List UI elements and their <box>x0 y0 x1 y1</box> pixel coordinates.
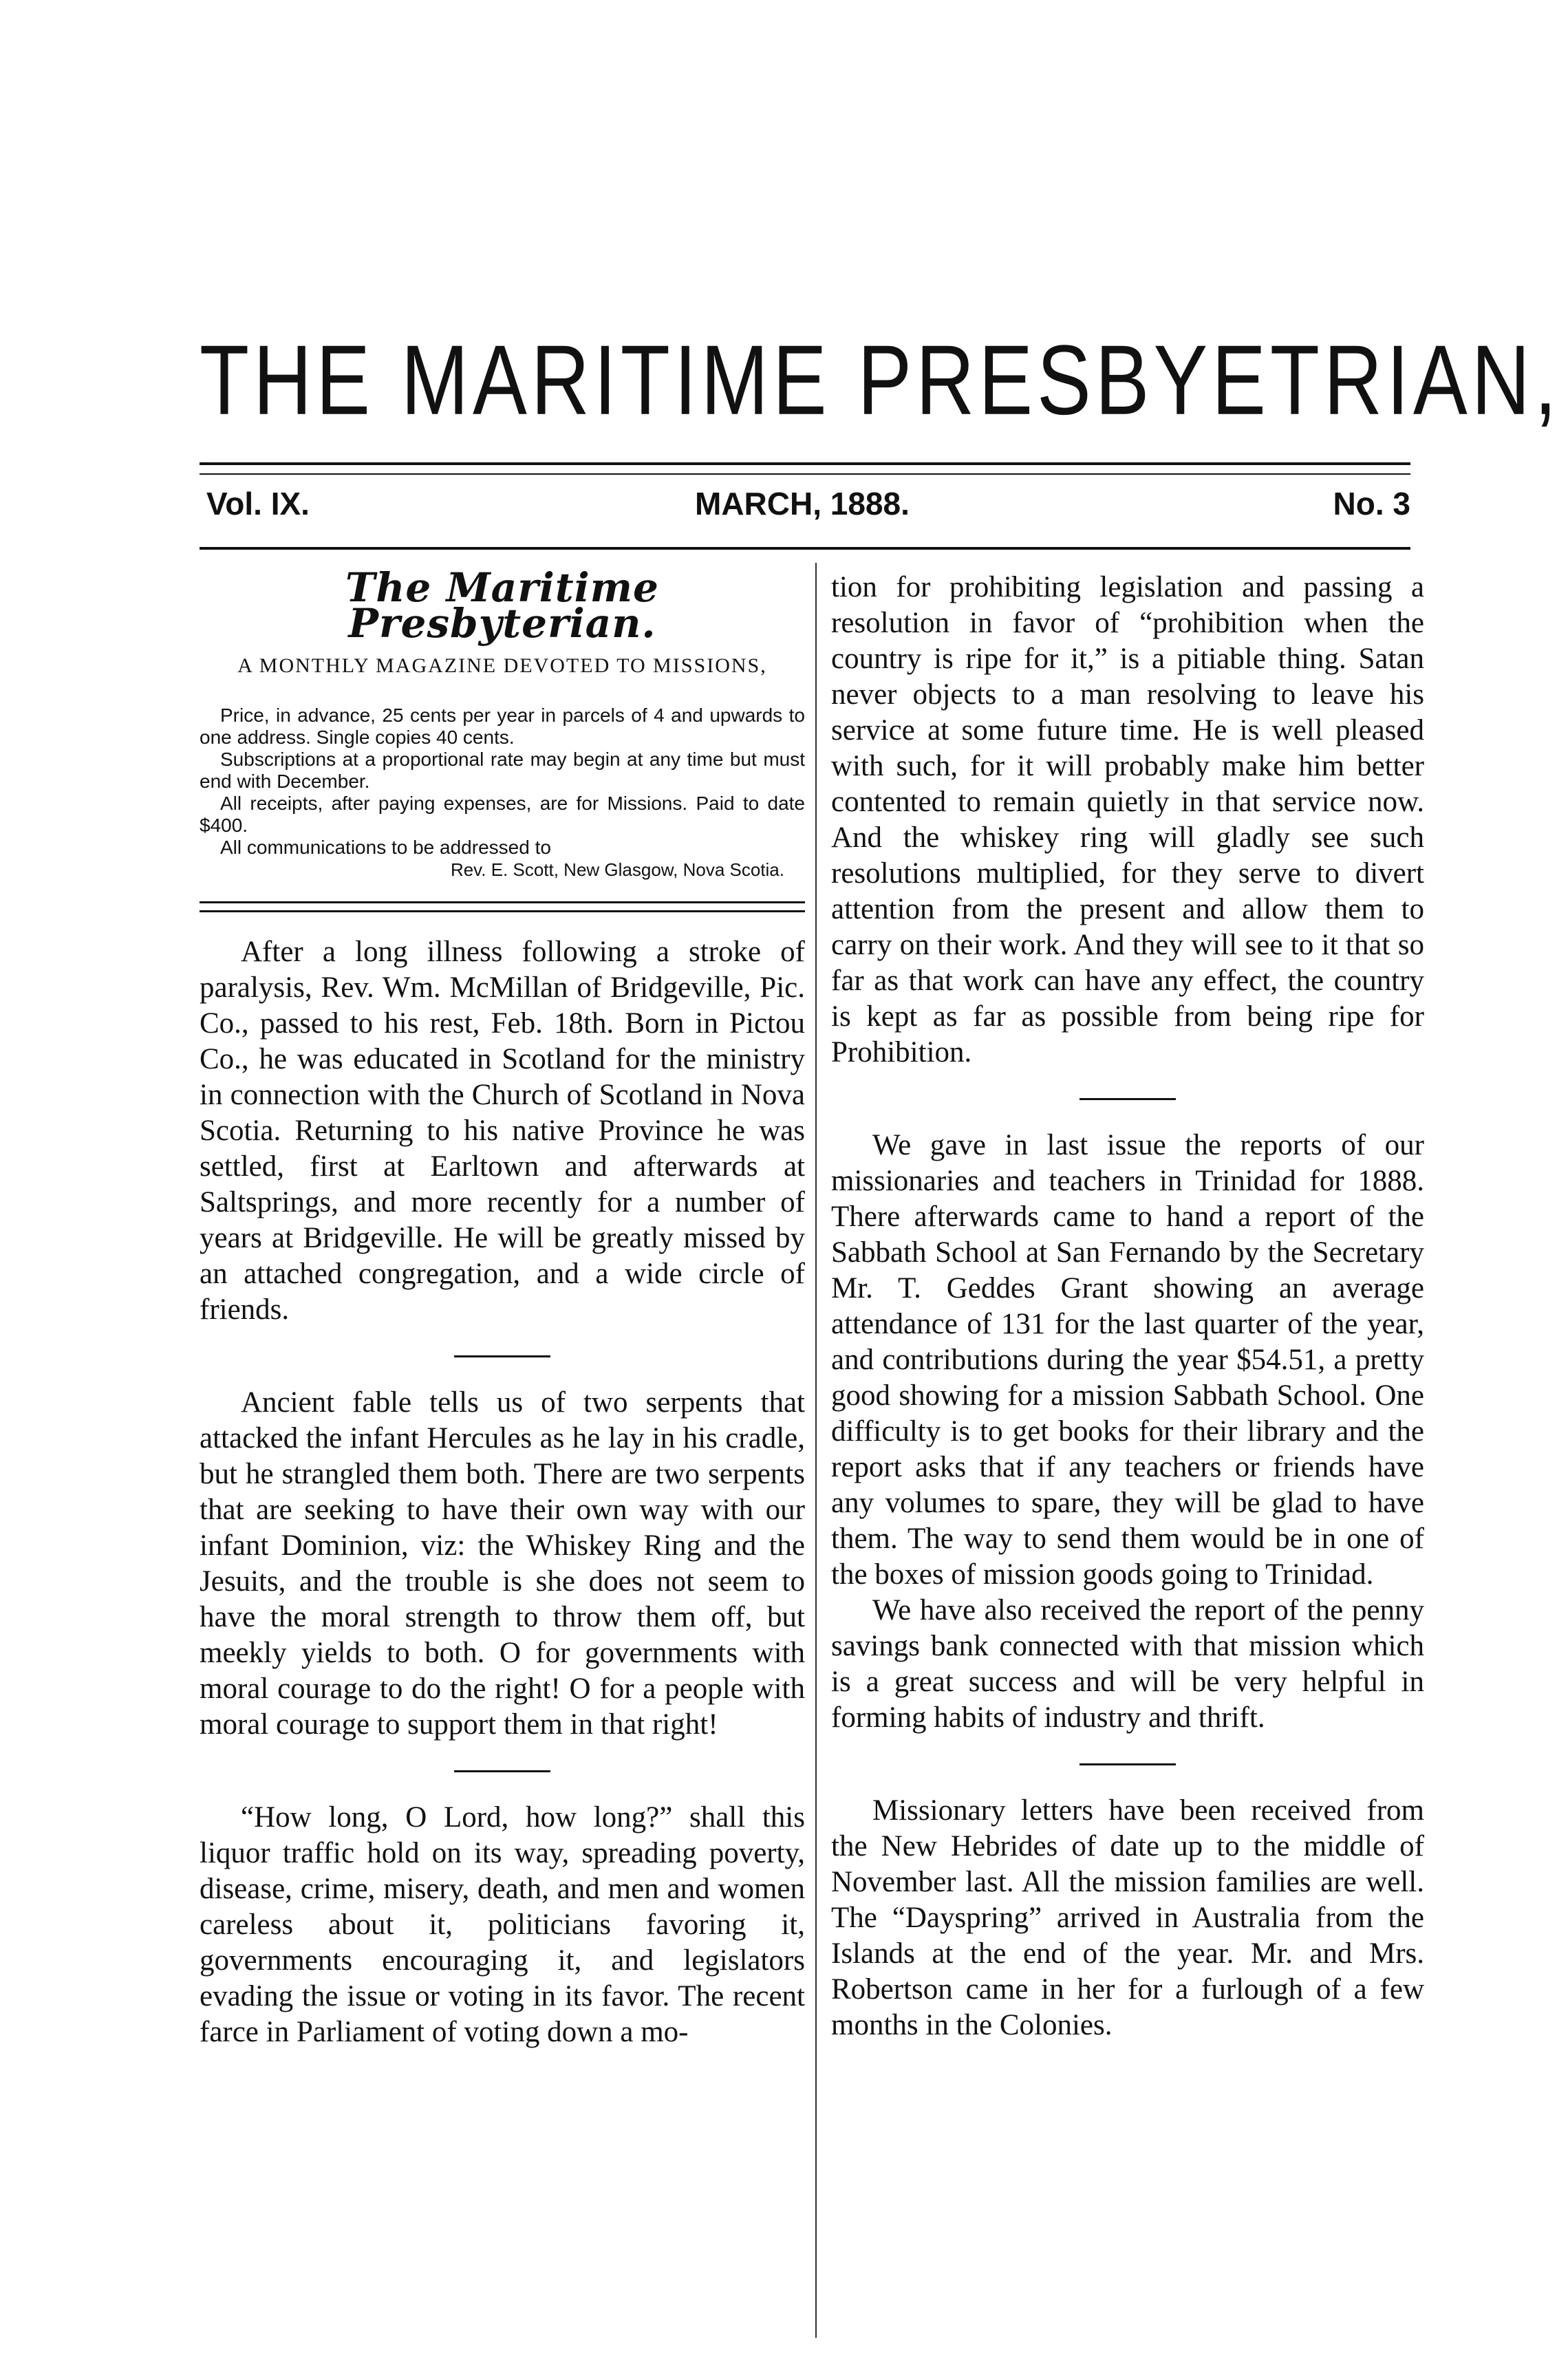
masthead-title: THE MARITIME PRESBYETRIAN, <box>200 325 1561 436</box>
sidebox-subscriptions: Subscriptions at a proportional rate may begin at any time but must end with December. <box>200 749 805 792</box>
volume-number: Vol. IX. <box>206 486 310 522</box>
article-mcmillan: After a long illness following a stroke of paralysis, Rev. Wm. McMillan of Bridgeville, Pic. Co., passed to his rest, Feb. 18th. Born in Pictou Co., he was educated in Scotland for the ministry in connection with the Church of Scotland in Nova Scotia. Returning to his native Province he was settled, first at Earltown and afterwards at Saltsprings, and more recently for a number of years at Bridgeville. He will be greatly missed by an attached congregation, and a wide circle of friends. <box>200 936 805 1326</box>
sidebox-address: Rev. E. Scott, New Glasgow, Nova Scotia. <box>450 859 784 880</box>
masthead-rule-top <box>200 462 1410 465</box>
article-liquor: “How long, O Lord, how long?” shall this liquor traffic hold on its way, spreading poverty, disease, crime, misery, death, and men and women careless about it, politicians favoring it, governments encouraging it, and legislators evading the issue or voting in its favor. The recent farce in Parliament of voting down a mo- <box>200 1801 805 2048</box>
article-savings-bank: We have also received the report of the penny savings bank connected with that mission which is a great success and will be very helpful in forming habits of industry and thrift. <box>831 1594 1424 1734</box>
article-trinidad: We gave in last issue the reports of our missionaries and teachers in Trinidad for 1888. There afterwards came to hand a report of the Sabbath School at San Fernando by the Secretary Mr. T. Geddes Grant showing an average attendance of 131 for the last quarter of the year, and contributions during the year $54.51, a pretty good showing for a mission Sabbath School. One difficulty is to get books for their library and the report asks that if any teachers or friends have any volumes to spare, they will be glad to have them. The way to send them would be in one of the boxes of mission goods going to Trinidad. <box>831 1129 1424 1591</box>
sidebox-title: The Maritime Presbyterian. <box>345 564 659 647</box>
separator-rule <box>454 1770 550 1772</box>
header-rule <box>200 547 1410 550</box>
sidebox-double-rule <box>200 901 805 919</box>
sidebox-receipts: All receipts, after paying expenses, are for Missions. Paid to date $400. <box>200 793 805 836</box>
separator-rule <box>454 1355 550 1357</box>
masthead-rule-bottom <box>200 473 1410 475</box>
sidebox-communications: All communications to be addressed to <box>220 837 551 858</box>
right-articles <box>831 570 1424 2043</box>
sidebox-price: Price, in advance, 25 cents per year in parcels of 4 and upwards to one address. Single copies 40 cents. <box>200 705 805 748</box>
sidebox-info <box>200 705 805 881</box>
separator-rule <box>1080 1763 1176 1765</box>
left-articles <box>200 934 805 2050</box>
column-divider <box>815 563 817 2338</box>
separator-rule <box>1080 1098 1176 1100</box>
left-column <box>200 564 805 881</box>
issue-number: No. 3 <box>1333 486 1410 522</box>
article-serpents: Ancient fable tells us of two serpents that attacked the infant Hercules as he lay in his cradle, but he strangled them both. There are two serpents that are seeking to have their own way with our infant Dominion, viz: the Whiskey Ring and the Jesuits, and the trouble is she does not seem to have the moral strength to throw them off, but meekly yields to both. O for governments with moral courage to do the right! O for a people with moral courage to support them in that right! <box>200 1386 805 1741</box>
article-new-hebrides: Missionary letters have been received from the New Hebrides of date up to the middle of November last. All the mission families are well. The “Dayspring” arrived in Australia from the Islands at the end of the year. Mr. and Mrs. Robertson came in her for a furlough of a few months in the Colonies. <box>831 1794 1424 2041</box>
article-prohibition-continued: tion for prohibiting legislation and passing a resolution in favor of “prohibition when the country is ripe for it,” is a pitiable thing. Satan never objects to a man resolving to leave his service at some future time. He is well pleased with such, for it will probably make him better contented to remain quietly in that service now. And the whiskey ring will gladly see such resolutions multiplied, for they serve to divert attention from the present and allow them to carry on their work. And they will see to it that so far as that work can have any effect, the country is kept as far as possible from being ripe for Prohibition. <box>831 571 1424 1068</box>
issue-date: MARCH, 1888. <box>695 486 910 522</box>
sidebox-subtitle: A MONTHLY MAGAZINE DEVOTED TO MISSIONS, <box>237 654 767 677</box>
